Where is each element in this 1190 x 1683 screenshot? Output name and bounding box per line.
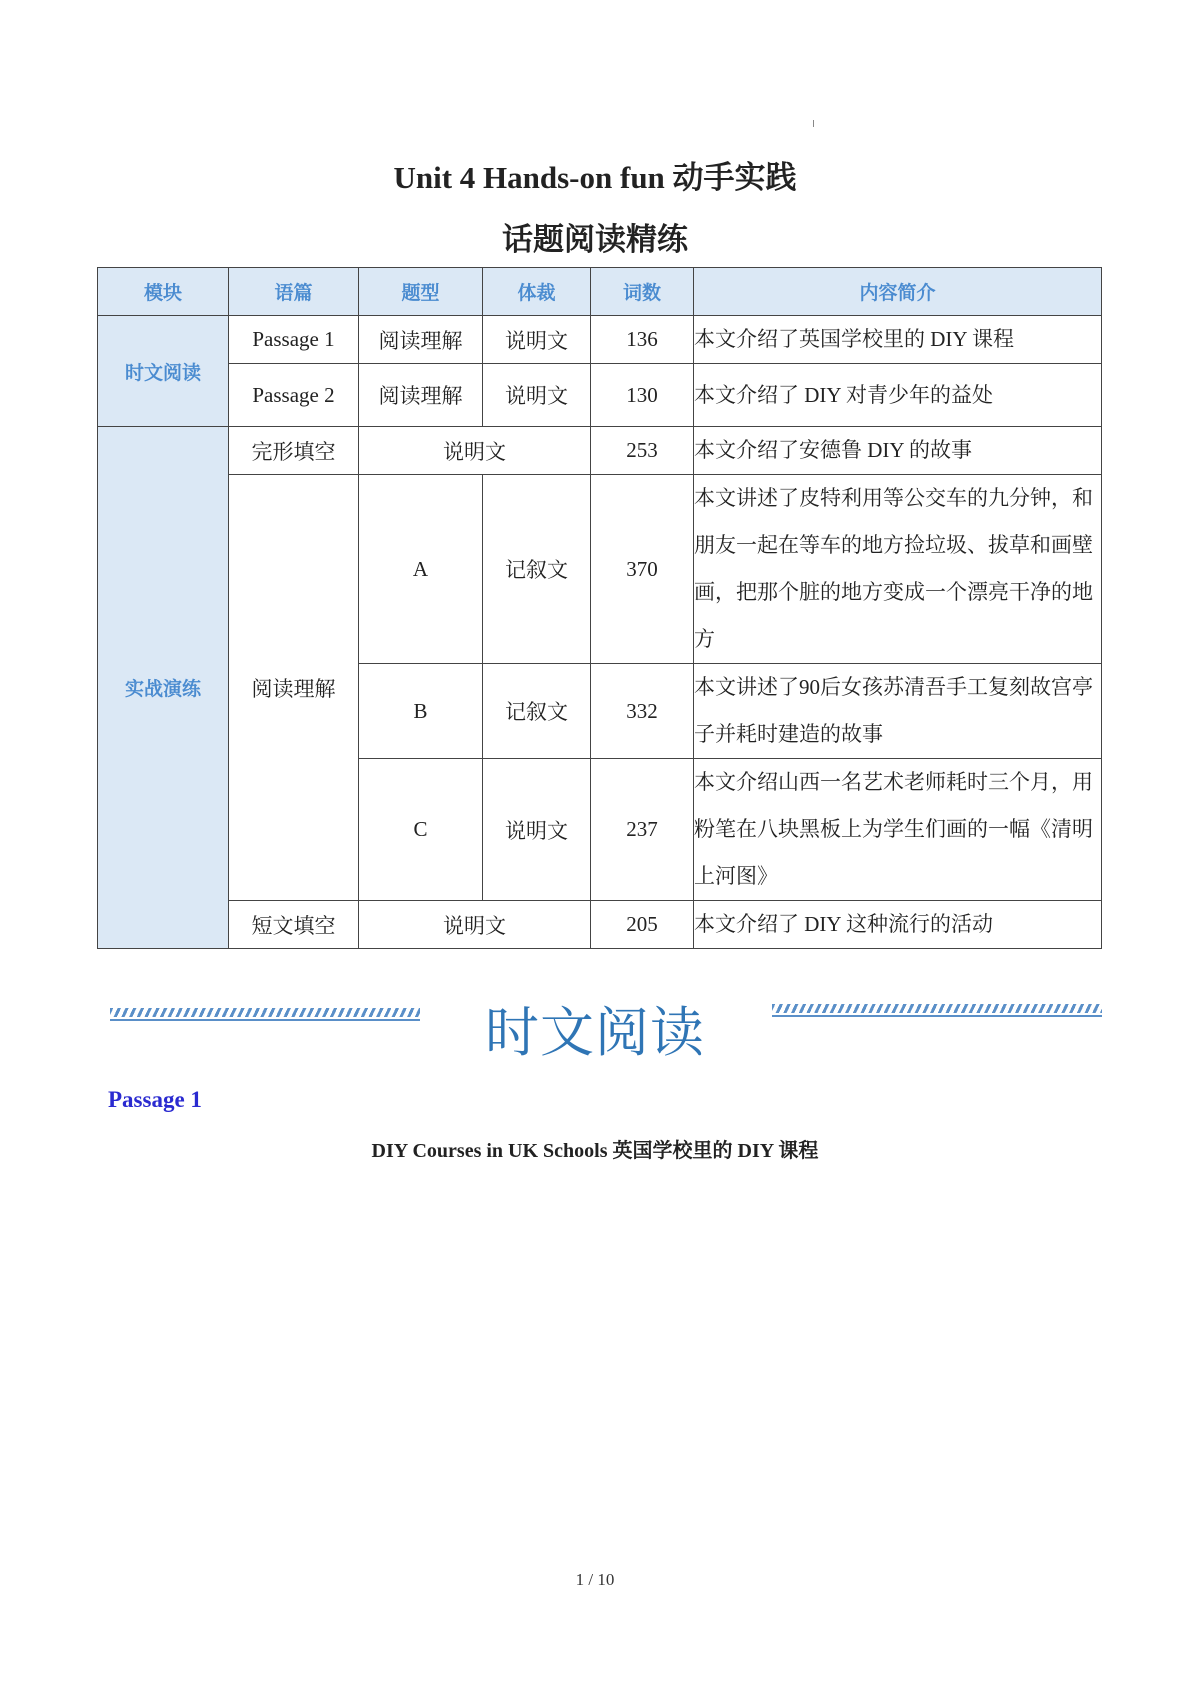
table-row: [98, 364, 1102, 427]
table-row: [98, 901, 1102, 949]
passage-label: Passage 1: [108, 1087, 202, 1112]
header-word-count: 词数: [591, 268, 694, 316]
header-tick-mark: [813, 120, 814, 127]
header-summary: 内容简介: [694, 268, 1102, 316]
part-cell: A: [359, 475, 483, 664]
word-count-cell: 136: [591, 316, 694, 364]
table-row: [98, 427, 1102, 475]
passage-cell: 阅读理解: [229, 475, 359, 901]
overview-table: [97, 267, 1102, 949]
passage-title: DIY Courses in UK Schools 英国学校里的 DIY 课程: [371, 1140, 819, 1162]
table-row: [98, 475, 1102, 664]
summary-cell: 本文介绍了安德鲁 DIY 的故事: [694, 427, 1102, 475]
genre-cell: 说明文: [359, 901, 591, 949]
genre-cell: 说明文: [483, 316, 591, 364]
genre-cell: 说明文: [483, 364, 591, 427]
genre-cell: 记叙文: [483, 475, 591, 664]
word-count-cell: 253: [591, 427, 694, 475]
header-genre: 体裁: [483, 268, 591, 316]
question-type-cell: 阅读理解: [359, 364, 483, 427]
section-title: 话题阅读精练: [502, 222, 688, 257]
module-cell: 时文阅读: [98, 316, 229, 427]
page-number: 1 / 10: [575, 1570, 615, 1589]
table-row: [98, 316, 1102, 364]
unit-title: Unit 4 Hands-on fun 动手实践: [393, 160, 797, 195]
genre-cell: 说明文: [359, 427, 591, 475]
summary-cell: 本文讲述了皮特利用等公交车的九分钟，和朋友一起在等车的地方捡垃圾、拔草和画壁画，把那个脏的地方变成一个漂亮干净的地方: [694, 475, 1102, 664]
summary-cell: 本文介绍了 DIY 这种流行的活动: [694, 901, 1102, 949]
module-cell: 实战演练: [98, 427, 229, 949]
table-header-row: [98, 268, 1102, 316]
passage-cell: Passage 2: [229, 364, 359, 427]
header-module: 模块: [98, 268, 229, 316]
passage-cell: Passage 1: [229, 316, 359, 364]
part-cell: C: [359, 759, 483, 901]
question-type-cell: 阅读理解: [359, 316, 483, 364]
word-count-cell: 130: [591, 364, 694, 427]
passage-cell: 短文填空: [229, 901, 359, 949]
header-passage: 语篇: [229, 268, 359, 316]
passage-cell: 完形填空: [229, 427, 359, 475]
word-count-cell: 205: [591, 901, 694, 949]
word-count-cell: 332: [591, 664, 694, 759]
summary-cell: 本文讲述了90后女孩苏清吾手工复刻故宫亭子并耗时建造的故事: [694, 664, 1102, 759]
summary-cell: 本文介绍了 DIY 对青少年的益处: [694, 364, 1102, 427]
genre-cell: 记叙文: [483, 664, 591, 759]
summary-cell: 本文介绍了英国学校里的 DIY 课程: [694, 316, 1102, 364]
banner-title: 时文阅读: [485, 1001, 705, 1064]
word-count-cell: 237: [591, 759, 694, 901]
genre-cell: 说明文: [483, 759, 591, 901]
part-cell: B: [359, 664, 483, 759]
header-question-type: 题型: [359, 268, 483, 316]
section-banner: [0, 990, 1190, 1070]
word-count-cell: 370: [591, 475, 694, 664]
summary-cell: 本文介绍山西一名艺术老师耗时三个月，用粉笔在八块黑板上为学生们画的一幅《清明上河图》: [694, 759, 1102, 901]
